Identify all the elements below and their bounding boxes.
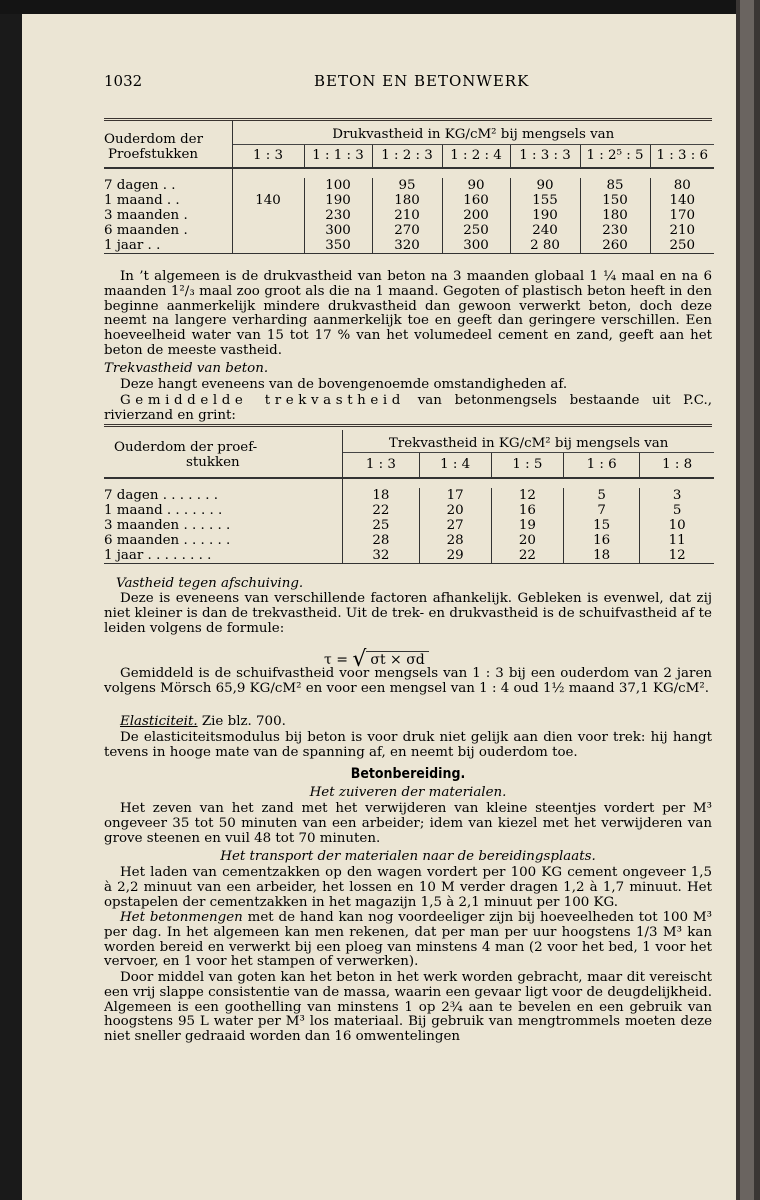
table1-cell: 270	[372, 223, 442, 238]
table1-cell: 200	[442, 208, 510, 223]
zuiveren-text: Het zeven van het zand met het verwijderen van kleine steentjes vordert per M³ ongeveer 35 tot 50 minuten van een arbeider; idem van kiezel met het verwijderen van grove steenen en vuil 48 tot 70 minuten.	[104, 801, 712, 846]
table2-corner-line1: Ouderdom der proef-	[114, 440, 258, 455]
heading-mengen: Het betonmengen	[120, 910, 243, 925]
table1-mix-header: 1 : 3 : 3	[510, 144, 580, 168]
table-row	[104, 548, 714, 564]
table1-cell: 350	[304, 238, 372, 254]
heading-afschuiving: Vastheid tegen afschuiving.	[116, 576, 304, 591]
top-scan-edge	[0, 0, 760, 14]
table1-cell: 80	[650, 178, 714, 193]
table1-cell: 320	[372, 238, 442, 254]
table1-cell: 95	[372, 178, 442, 193]
table1-cell: 90	[442, 178, 510, 193]
table1-cell	[232, 208, 304, 223]
table-row	[104, 178, 714, 193]
table1-cell: 2 80	[510, 238, 580, 254]
table2-corner-line2: stukken	[186, 455, 240, 470]
table1-mix-header: 1 : 2 : 4	[442, 144, 510, 168]
table-row	[104, 223, 714, 238]
table1-cell: 140	[232, 193, 304, 208]
table2-cell: 16	[564, 533, 640, 548]
formula-radicand: σt × σd	[366, 651, 428, 668]
table2-cell: 18	[343, 488, 419, 503]
table1-mix-header: 1 : 1 : 3	[304, 144, 372, 168]
trekvastheid-table	[104, 430, 714, 564]
table2-cell: 16	[491, 503, 563, 518]
table1-cell: 300	[304, 223, 372, 238]
table1-cell: 230	[580, 223, 650, 238]
table1-corner-label	[104, 120, 232, 168]
table1-row-label: 7 dagen . .	[104, 178, 176, 193]
table2-cell: 18	[564, 548, 640, 564]
table1-row-label: 1 jaar . .	[104, 238, 232, 254]
table2-cell: 5	[640, 503, 714, 518]
table1-cell: 150	[580, 193, 650, 208]
table1-cell: 85	[580, 178, 650, 193]
table1-corner-line2: Proefstukken	[108, 147, 199, 162]
mengen-text: met de hand kan nog voordeeliger zijn bij hoeveelheden tot 100 M³ per dag. In het algemeen kan men rekenen, dat per man per uur hoogstens 1/3 M³ kan worden bereid en verwerkt bij een ploeg van minstens 4 man (2 voor het bed, 1 voor het vervoer, en 1 voor het stampen of verwerken).	[104, 910, 712, 970]
table1-cell: 155	[510, 193, 580, 208]
elasticiteit-text: De elasticiteitsmodulus bij beton is voor druk niet gelijk aan dien voor trek: hij hangt tevens in hooge mate van de spanning af, en neemt bij ouderdom toe.	[104, 730, 712, 760]
table2-cell: 7	[564, 503, 640, 518]
table1-row-label: 3 maanden .	[104, 208, 188, 223]
mengen-paragraph	[104, 911, 712, 970]
table1-mix-header: 1 : 2 : 3	[372, 144, 442, 168]
table2-cell: 28	[419, 533, 491, 548]
heading-elasticiteit: Elasticiteit.	[120, 714, 198, 729]
table1-mix-header: 1 : 2⁵ : 5	[580, 144, 650, 168]
table1-cell	[232, 238, 304, 254]
table2-cell: 27	[419, 518, 491, 533]
trek-intro: Deze hangt eveneens van de bovengenoemde omstandigheden af.	[120, 377, 568, 392]
table2-cell: 3	[640, 488, 714, 503]
table2-mix-header: 1 : 6	[564, 452, 640, 478]
table1-corner-line1: Ouderdom der	[104, 132, 203, 147]
heading-zuiveren: Het zuiveren der materialen.	[309, 785, 507, 800]
table1-cell: 180	[580, 208, 650, 223]
gemiddeld-text: Gemiddeld is de schuifvastheid voor mengsels van 1 : 3 bij een ouderdom van 2 jaren volgens Mörsch 65,9 KG/cM² en voor een mengsel van 1 : 4 oud 1½ maand 37,1 KG/cM².	[104, 666, 712, 696]
table2-cell: 11	[640, 533, 714, 548]
table2-row-label: 1 maand . . . . . . .	[104, 503, 223, 518]
trek-gemiddelde-line	[104, 394, 712, 424]
table2-mix-header: 1 : 3	[343, 452, 419, 478]
paragraph-drukvastheid: In ’t algemeen is de drukvastheid van beton na 3 maanden globaal 1 ¼ maal en na 6 maanden 1²/₃ maal zoo groot als die na 1 maand. Gegoten of plastisch beton heeft in den beginne aanmerkelijk mindere drukvastheid dan gewoon verwerkt beton, doch deze neemt na langere verharding aanmerkelijk toe en geeft dan geringere verschillen. Een hoeveelheid water van 15 tot 17 % van het volumedeel cement en zand, geeft aan het beton de meeste vastheid.	[104, 269, 712, 358]
table2-row-label: 7 dagen . . . . . . .	[104, 488, 219, 503]
table-row	[104, 503, 714, 518]
elasticiteit-ref: Zie blz. 700.	[197, 714, 286, 729]
table2-row-label: 1 jaar . . . . . . . .	[104, 548, 343, 564]
afschuiving-text: Deze is eveneens van verschillende factoren afhankelijk. Gebleken is evenwel, dat zij niet kleiner is dan de trekvastheid. Uit de trek- en drukvastheid is de schuifvastheid af te leiden volgens de formule:	[104, 591, 712, 636]
table1-row-label: 1 maand . .	[104, 193, 180, 208]
elasticiteit-line	[104, 715, 712, 730]
formula-lhs: τ =	[324, 652, 348, 668]
table-row	[104, 533, 714, 548]
table2-cell: 22	[343, 503, 419, 518]
table1-cell: 300	[442, 238, 510, 254]
table-row	[104, 193, 714, 208]
table1-cell: 180	[372, 193, 442, 208]
table2-cell: 25	[343, 518, 419, 533]
table1-cell: 190	[510, 208, 580, 223]
table2-cell: 19	[491, 518, 563, 533]
transport-text: Het laden van cementzakken op den wagen vordert per 100 KG cement ongeveer 1,5 à 2,2 minuut van een arbeider, het lossen en 10 M verder dragen 1,2 à 1,7 minuut. Het opstapelen der cementzakken in het magazijn 1,5 à 2,1 minuut per 100 KG.	[104, 865, 712, 910]
trek-spaced-word: Gemiddelde trekvastheid	[120, 393, 405, 408]
table1-cell: 250	[442, 223, 510, 238]
table2-cell: 5	[564, 488, 640, 503]
table2-cell: 22	[491, 548, 563, 564]
table2-row-label: 3 maanden . . . . . .	[104, 518, 231, 533]
table2-cell: 17	[419, 488, 491, 503]
table1-cell	[232, 178, 304, 193]
table-row	[104, 238, 714, 254]
table2-top-rule	[104, 424, 712, 427]
page-header	[104, 72, 712, 94]
table2-cell: 20	[419, 503, 491, 518]
goten-text: Door middel van goten kan het beton in het werk worden gebracht, maar dit vereischt een vrij slappe consistentie van de massa, waarin een gevaar ligt voor de deugdelijkheid. Algemeen is een goothelling van minstens 1 op 2¾ aan te bevelen en een gebruik van hoogstens 95 L water per M³ los materiaal. Bij gebruik van mengtrommels moeten deze niet sneller gedraaid worden dan 16 omwentelingen	[104, 970, 712, 1045]
table1-row-label: 6 maanden .	[104, 223, 188, 238]
table2-row-label: 6 maanden . . . . . .	[104, 533, 231, 548]
table2-cell: 28	[343, 533, 419, 548]
table2-cell: 15	[564, 518, 640, 533]
sqrt-icon: √	[352, 647, 367, 672]
table1-cell: 140	[650, 193, 714, 208]
running-title: BETON EN BETONWERK	[314, 72, 530, 90]
table2-cell: 32	[343, 548, 419, 564]
table-row	[104, 208, 714, 223]
table1-cell: 190	[304, 193, 372, 208]
table1-cell: 260	[580, 238, 650, 254]
page-number: 1032	[104, 72, 143, 90]
table2-mix-header: 1 : 5	[491, 452, 563, 478]
table2-cell: 12	[491, 488, 563, 503]
section-title: Betonbereiding.	[350, 766, 466, 782]
table1-cell: 90	[510, 178, 580, 193]
table1-cell: 100	[304, 178, 372, 193]
table2-cell: 12	[640, 548, 714, 564]
table1-mix-header: 1 : 3 : 6	[650, 144, 714, 168]
table2-cell: 29	[419, 548, 491, 564]
heading-transport: Het transport der materialen naar de bereidingsplaats.	[220, 849, 596, 864]
heading-trekvastheid: Trekvastheid van beton.	[104, 361, 269, 376]
table1-mix-header: 1 : 3	[232, 144, 304, 168]
table1-cell: 170	[650, 208, 714, 223]
table1-cell: 210	[372, 208, 442, 223]
table2-corner-label	[104, 430, 343, 478]
table2-cell: 10	[640, 518, 714, 533]
table1-cell: 230	[304, 208, 372, 223]
table2-group-header: Trekvastheid in KG/cM² bij mengsels van	[343, 430, 714, 452]
trek-rest: van betonmengsels bestaande uit P.C., rivierzand en grint:	[104, 393, 712, 423]
table1-cell: 210	[650, 223, 714, 238]
drukvastheid-table	[104, 120, 714, 254]
table2-cell: 20	[491, 533, 563, 548]
table2-mix-header: 1 : 8	[640, 452, 714, 478]
table1-group-header: Drukvastheid in KG/cM² bij mengsels van	[232, 120, 714, 144]
table1-cell	[232, 223, 304, 238]
table-row	[104, 518, 714, 533]
table1-cell: 240	[510, 223, 580, 238]
table-row	[104, 488, 714, 503]
table1-cell: 160	[442, 193, 510, 208]
right-scan-edge	[736, 0, 760, 1200]
table2-mix-header: 1 : 4	[419, 452, 491, 478]
table1-cell: 250	[650, 238, 714, 254]
